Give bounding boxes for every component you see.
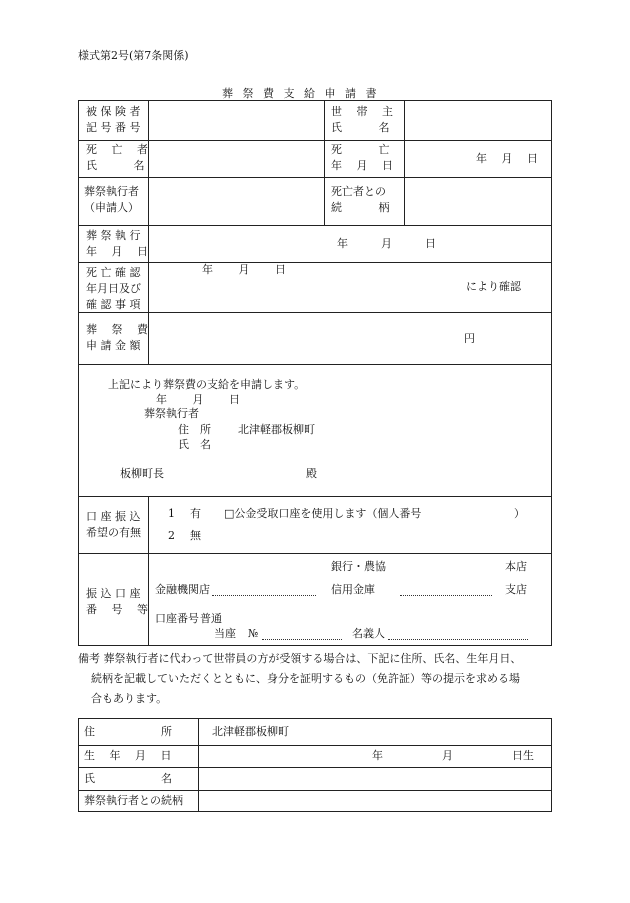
number-mark: № (248, 627, 259, 640)
death-date-label: 死 亡 年 月 日 (331, 143, 393, 172)
confirm-suffix: により確認 (466, 280, 521, 293)
deceased-name-field[interactable] (150, 142, 322, 175)
account-label: 振 込 口 座 番 号 等 (86, 587, 148, 616)
declaration-address-label: 住 所 (178, 423, 211, 436)
branch: 支店 (505, 583, 527, 596)
proxy-name-field[interactable] (200, 769, 550, 789)
declaration-date[interactable]: 年 月 日 (156, 393, 240, 406)
bank-type-2: 信用金庫 (331, 583, 375, 596)
public-account-checkbox[interactable]: □公金受取口座を使用します（個人番号 (224, 507, 422, 520)
executor-field[interactable] (150, 179, 322, 223)
proxy-name-label: 氏 名 (84, 772, 172, 785)
option-no-number: 2 (168, 529, 175, 542)
branch-field[interactable] (400, 595, 492, 596)
notes: 備考 葬祭執行者に代わって世帯員の方が受領する場合は、下記に住所、氏名、生年月日、 続柄を記載していただくとともに、身分を証明するもの（免許証）等の提示を求める場 合もあります。 (78, 652, 522, 705)
amount-label: 葬 祭 費 申 請 金 額 (86, 323, 148, 352)
account-number-field[interactable] (262, 639, 342, 640)
option-yes[interactable]: 有 (190, 507, 201, 520)
proxy-birth-label: 生 年 月 日 (84, 749, 172, 762)
relation-field[interactable] (406, 179, 550, 223)
declaration-text: 上記により葬祭費の支給を申請します。 (108, 378, 306, 391)
householder-name-field[interactable] (406, 102, 550, 138)
head-office: 本店 (505, 560, 527, 573)
account-number-label: 口座番号 (155, 612, 199, 625)
account-holder-label: 名義人 (352, 627, 385, 640)
insured-number-field[interactable] (150, 102, 322, 138)
proxy-relation-label: 葬祭執行者との続柄 (84, 794, 183, 807)
proxy-birth-year: 年 (372, 749, 383, 762)
relation-label: 死亡者との 続 柄 (331, 185, 390, 214)
declaration-address-value[interactable]: 北津軽郡板柳町 (238, 423, 315, 436)
bank-type-1: 銀行・農協 (331, 560, 386, 573)
transfer-wish-label: 口 座 振 込 希望の有無 (86, 510, 141, 539)
executor-label: 葬祭執行者 （申請人） (84, 185, 139, 214)
institution-label: 金融機関店 (155, 583, 210, 596)
institution-field[interactable] (212, 595, 316, 596)
declaration-executor: 葬祭執行者 (144, 407, 199, 420)
addressee: 板柳町長 (120, 467, 164, 480)
option-yes-number: 1 (168, 507, 175, 520)
death-confirm-label: 死 亡 確 認 年月日及び 確 認 事 項 (86, 266, 141, 311)
amount-unit: 円 (464, 332, 475, 345)
account-holder-field[interactable] (388, 639, 528, 640)
householder-name-label: 世 帯 主 氏 名 (331, 105, 393, 134)
insured-number-label: 被 保 険 者 記 号 番 号 (86, 105, 141, 134)
option-no[interactable]: 無 (190, 529, 201, 542)
account-type-futsu[interactable]: 普通 (200, 612, 222, 625)
funeral-date-label: 葬 祭 執 行 年 月 日 (86, 229, 148, 258)
proxy-relation-field[interactable] (200, 792, 550, 811)
declaration-name-label: 氏 名 (178, 438, 211, 451)
account-type-touza[interactable]: 当座 (214, 627, 236, 640)
close-paren: ） (514, 507, 525, 520)
funeral-date-field[interactable]: 年 月 日 (337, 237, 436, 250)
proxy-address-label: 住 所 (84, 725, 172, 738)
form-reference: 様式第2号(第7条関係) (78, 49, 189, 62)
page-title: 葬 祭 費 支 給 申 請 書 (222, 87, 380, 100)
honorific: 殿 (306, 467, 317, 480)
proxy-birth-month: 月 (442, 749, 453, 762)
death-date-field[interactable]: 年 月 日 (476, 152, 538, 165)
proxy-address-field[interactable]: 北津軽郡板柳町 (212, 725, 289, 738)
deceased-name-label: 死 亡 者 氏 名 (86, 143, 148, 172)
proxy-birth-day: 日生 (512, 749, 534, 762)
confirm-date-field[interactable]: 年 月 日 (202, 263, 286, 276)
